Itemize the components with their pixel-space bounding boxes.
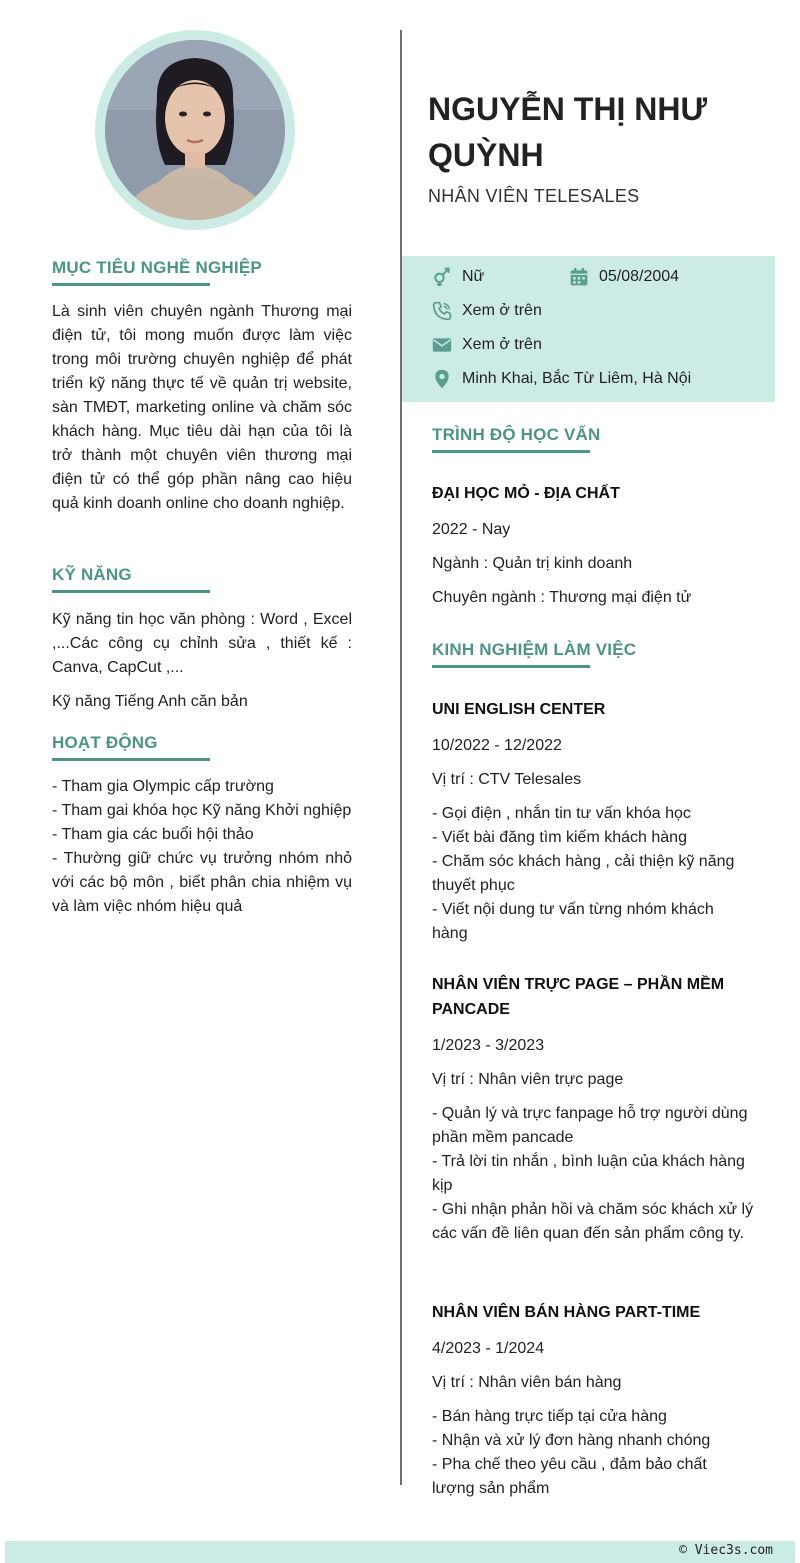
email-icon (432, 335, 452, 355)
email-row (432, 333, 542, 357)
column-divider (400, 30, 402, 1485)
skills-section (52, 565, 210, 593)
duties-list (432, 802, 752, 946)
email-value: Xem ở trên (462, 336, 542, 353)
avatar-photo (105, 40, 285, 220)
activities-title: HOẠT ĐỘNG (52, 733, 210, 761)
education-entry (432, 481, 762, 610)
education-specialization: Chuyên ngành : Thương mại điện tử (432, 589, 692, 606)
activities-list (52, 775, 352, 919)
experience-title: KINH NGHIỆM LÀM VIỆC (432, 640, 590, 668)
education-section (432, 425, 762, 453)
address-value: Minh Khai, Bắc Từ Liêm, Hà Nội (462, 370, 692, 387)
activity-item: - Tham gia Olympic cấp trường (52, 778, 274, 795)
address-row (432, 367, 691, 391)
objective-section (52, 258, 262, 286)
gender-value: Nữ (462, 268, 485, 285)
phone-value: Xem ở trên (462, 302, 542, 319)
gender-row (432, 265, 484, 289)
job-period: 10/2022 - 12/2022 (432, 737, 562, 754)
duty-item: - Viết bài đăng tìm kiếm khách hàng (432, 829, 687, 846)
activity-item: - Tham gai khóa học Kỹ năng Khởi nghiệp (52, 802, 352, 819)
location-pin-icon (432, 369, 452, 389)
company-name: UNI ENGLISH CENTER (432, 701, 606, 718)
calendar-icon (569, 267, 589, 287)
duty-item: - Pha chế theo yêu cầu , đảm bảo chất lượng sản phẩm (432, 1456, 707, 1497)
activity-item: - Thường giữ chức vụ trưởng nhóm nhỏ với các bộ môn , biết phân chia nhiệm vụ và làm việc nhóm hiệu quả (52, 850, 352, 915)
duties-list (432, 1102, 757, 1246)
avatar (105, 40, 285, 220)
objective-text: Là sinh viên chuyên ngành Thương mại điện tử, tôi mong muốn được làm việc trong môi trường chuyên nghiệp để phát triển kỹ năng thực tế về quản trị website, sàn TMĐT, marketing online và chăm sóc khách hàng. Mục tiêu dài hạn của tôi là trở thành một chuyên viên thương mại điện tử có thể góp phần nâng cao hiệu quả kinh doanh online cho doanh nghiệp. (52, 303, 352, 512)
job-period: 1/2023 - 3/2023 (432, 1037, 545, 1054)
duty-item: - Chăm sóc khách hàng , cải thiện kỹ năng thuyết phục (432, 853, 735, 894)
duty-item: - Quản lý và trực fanpage hỗ trợ người dùng phần mềm pancade (432, 1105, 748, 1146)
job-period: 4/2023 - 1/2024 (432, 1340, 545, 1357)
school-name: ĐẠI HỌC MỎ - ĐỊA CHẤT (432, 485, 620, 502)
skill-item: Kỹ năng tin học văn phòng : Word , Excel ,...Các công cụ chỉnh sửa , thiết kế : Canva, CapCut ,... (52, 611, 352, 676)
avatar-ring (95, 30, 295, 230)
job-title: NHÂN VIÊN TELESALES (428, 186, 640, 206)
company-name: NHÂN VIÊN BÁN HÀNG PART-TIME (432, 1304, 701, 1321)
candidate-name: NGUYỄN THỊ NHƯ QUỲNH (428, 91, 707, 173)
education-period: 2022 - Nay (432, 521, 511, 538)
duty-item: - Trả lời tin nhắn , bình luận của khách hàng kịp (432, 1153, 745, 1194)
experience-entry (432, 972, 762, 1246)
company-name: NHÂN VIÊN TRỰC PAGE – PHẦN MỀM PANCADE (432, 976, 725, 1018)
duty-item: - Viết nội dung tư vấn từng nhóm khách hàng (432, 901, 714, 942)
footer-bar (5, 1541, 795, 1563)
activities-section (52, 733, 210, 761)
education-major: Ngành : Quản trị kinh doanh (432, 555, 633, 572)
duty-item: - Gọi điện , nhắn tin tư vấn khóa học (432, 805, 691, 822)
duties-list (432, 1405, 732, 1501)
education-title: TRÌNH ĐỘ HỌC VẤN (432, 425, 590, 453)
objective-title: MỤC TIÊU NGHỀ NGHIỆP (52, 258, 210, 286)
skill-item: Kỹ năng Tiếng Anh căn bản (52, 693, 248, 710)
activity-item: - Tham gia các buổi hội thảo (52, 826, 254, 843)
duty-item: - Bán hàng trực tiếp tại cửa hàng (432, 1408, 667, 1425)
phone-icon (432, 301, 452, 321)
experience-entry (432, 1300, 762, 1501)
job-position: Vị trí : Nhân viên trực page (432, 1071, 624, 1088)
contact-panel (402, 256, 775, 402)
duty-item: - Ghi nhận phản hồi và chăm sóc khách xử lý các vấn đề liên quan đến sản phẩm công ty. (432, 1201, 754, 1242)
job-position: Vị trí : Nhân viên bán hàng (432, 1374, 622, 1391)
duty-item: - Nhận và xử lý đơn hàng nhanh chóng (432, 1432, 711, 1449)
skills-title: KỸ NĂNG (52, 565, 210, 593)
experience-entry (432, 697, 762, 946)
experience-section (432, 640, 762, 668)
gender-icon (432, 267, 452, 287)
phone-row (432, 299, 542, 323)
job-position: Vị trí : CTV Telesales (432, 771, 582, 788)
birthday-value: 05/08/2004 (599, 268, 680, 285)
footer-credit: © Viec3s.com (679, 1543, 773, 1558)
birthday-row (569, 265, 679, 289)
